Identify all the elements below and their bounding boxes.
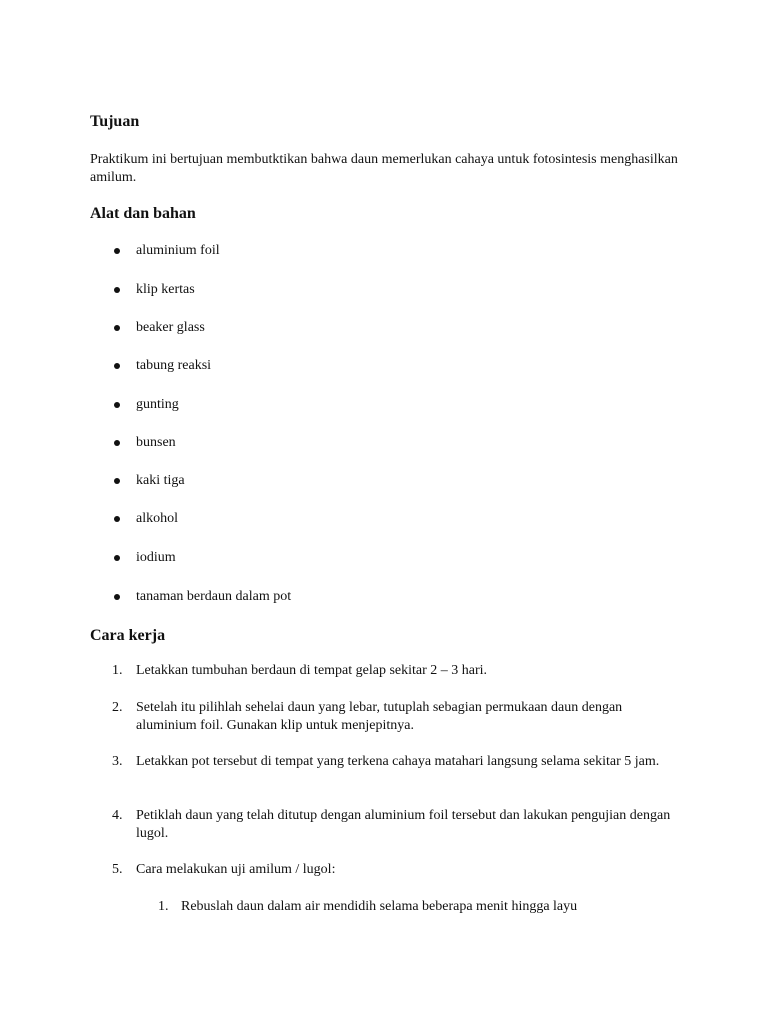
list-item-text: tabung reaksi xyxy=(136,358,212,373)
list-item xyxy=(0,588,500,606)
bullet-icon xyxy=(114,478,120,484)
list-item-text: alkohol xyxy=(136,511,178,526)
list-item-text: kaki tiga xyxy=(136,473,185,488)
list-item-text: iodium xyxy=(136,550,176,565)
list-item xyxy=(0,357,500,375)
bullet-icon xyxy=(114,594,120,600)
step-number: 2. xyxy=(112,700,123,715)
bullet-icon xyxy=(114,516,120,522)
heading-alat-dan-bahan: Alat dan bahan xyxy=(90,205,196,222)
list-item-text: bunsen xyxy=(136,435,176,450)
step-text: Setelah itu pilihlah sehelai daun yang lebar, tutuplah sebagian permukaan daun dengan aluminium foil. Gunakan klip untuk menjepitnya. xyxy=(136,700,623,733)
heading-cara-kerja: Cara kerja xyxy=(90,627,166,644)
step-number: 5. xyxy=(112,862,123,877)
substep-text: Rebuslah daun dalam air mendidih selama beberapa menit hingga layu xyxy=(181,899,578,914)
list-item xyxy=(0,549,500,567)
list-item xyxy=(0,472,500,490)
bullet-icon xyxy=(114,287,120,293)
step-text: Letakkan pot tersebut di tempat yang terkena cahaya matahari langsung selama sekitar 5 jam. xyxy=(136,754,660,769)
step-text: Petiklah daun yang telah ditutup dengan aluminium foil tersebut dan lakukan pengujian dengan lugol. xyxy=(136,808,671,841)
heading-tujuan: Tujuan xyxy=(90,113,140,130)
bullet-icon xyxy=(114,440,120,446)
substep-number: 1. xyxy=(158,899,169,914)
list-item-text: beaker glass xyxy=(136,320,205,335)
bullet-icon xyxy=(114,363,120,369)
step-number: 1. xyxy=(112,663,123,678)
list-item-text: gunting xyxy=(136,397,179,412)
list-item-text: klip kertas xyxy=(136,282,195,297)
bullet-icon xyxy=(114,325,120,331)
paragraph-tujuan: Praktikum ini bertujuan membutktikan bahwa daun memerlukan cahaya untuk fotosintesis menghasilkan amilum. xyxy=(90,152,678,185)
list-item xyxy=(0,319,500,337)
list-item xyxy=(0,242,500,260)
list-item xyxy=(0,434,500,452)
list-item xyxy=(0,281,500,299)
list-item xyxy=(0,510,500,528)
step-text: Cara melakukan uji amilum / lugol: xyxy=(136,862,336,877)
list-item-text: tanaman berdaun dalam pot xyxy=(136,589,292,604)
bullet-icon xyxy=(114,248,120,254)
step-text: Letakkan tumbuhan berdaun di tempat gelap sekitar 2 – 3 hari. xyxy=(136,663,488,678)
list-item xyxy=(0,396,500,414)
step-number: 3. xyxy=(112,754,123,769)
bullet-icon xyxy=(114,555,120,561)
list-item-text: aluminium foil xyxy=(136,243,220,258)
step-number: 4. xyxy=(112,808,123,823)
bullet-icon xyxy=(114,402,120,408)
